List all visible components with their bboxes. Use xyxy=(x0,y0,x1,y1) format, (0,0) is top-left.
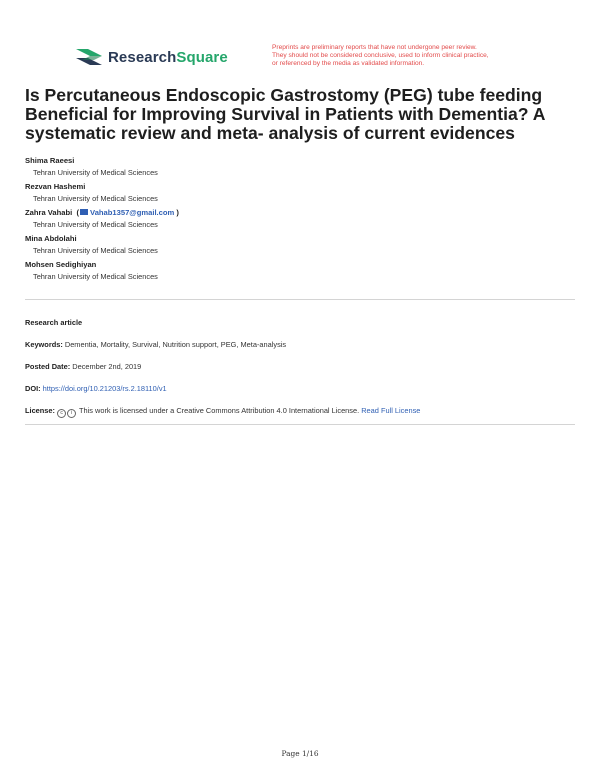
posted-date-label: Posted Date: xyxy=(25,362,71,371)
author-entry xyxy=(25,206,565,231)
logo-name-square: Square xyxy=(176,48,228,66)
creative-commons-icon: c xyxy=(57,409,66,418)
license-text: This work is licensed under a Creative Commons Attribution 4.0 International License. xyxy=(78,406,360,415)
posted-date-value: December 2nd, 2019 xyxy=(72,362,142,371)
posted-date-line xyxy=(25,362,141,371)
email-open-paren: ( xyxy=(74,208,80,217)
logo-wordmark xyxy=(108,49,228,66)
author-affiliation: Tehran University of Medical Sciences xyxy=(33,194,158,203)
author-name[interactable]: Mohsen Sedighiyan xyxy=(25,260,97,269)
paper-title: Is Percutaneous Endoscopic Gastrostomy (PEG) tube feeding Beneficial for Improving Survival in Patients with Dementia? A systematic review and meta- analysis of current evidences xyxy=(25,85,545,143)
research-square-logo-icon xyxy=(76,46,102,68)
author-affiliation: Tehran University of Medical Sciences xyxy=(33,220,158,229)
author-affiliation: Tehran University of Medical Sciences xyxy=(33,168,158,177)
author-name-with-email xyxy=(25,206,565,219)
doi-line xyxy=(25,384,167,393)
keywords-label: Keywords: xyxy=(25,340,63,349)
author-entry xyxy=(25,154,565,179)
keywords-value: Dementia, Mortality, Survival, Nutrition support, PEG, Meta-analysis xyxy=(64,340,287,349)
author-entry xyxy=(25,180,565,205)
mail-icon xyxy=(80,209,88,215)
author-affiliation: Tehran University of Medical Sciences xyxy=(33,272,158,281)
divider xyxy=(25,424,575,425)
license-label: License: xyxy=(25,406,55,415)
notice-line: They should not be considered conclusive, used to inform clinical practice, xyxy=(272,52,489,59)
author-entry xyxy=(25,232,565,257)
author-name[interactable]: Rezvan Hashemi xyxy=(25,182,86,191)
doi-label: DOI: xyxy=(25,384,41,393)
author-list xyxy=(25,154,565,284)
page-number: Page 1/16 xyxy=(281,749,319,758)
author-entry xyxy=(25,258,565,283)
notice-line: Preprints are preliminary reports that have not undergone peer review. xyxy=(272,44,477,51)
attribution-icon: i xyxy=(67,409,76,418)
keywords-line xyxy=(25,340,286,349)
notice-line: or referenced by the media as validated information. xyxy=(272,60,425,67)
author-name[interactable]: Mina Abdolahi xyxy=(25,234,77,243)
article-type: Research article xyxy=(25,318,83,327)
author-affiliation: Tehran University of Medical Sciences xyxy=(33,246,158,255)
preprint-notice xyxy=(272,44,542,68)
doi-link[interactable]: https://doi.org/10.21203/rs.2.18110/v1 xyxy=(42,384,167,393)
license-line xyxy=(25,406,420,418)
author-email-link[interactable]: Vahab1357@gmail.com xyxy=(90,208,175,217)
logo-name-research: Research xyxy=(108,48,177,66)
author-name[interactable]: Shima Raeesi xyxy=(25,156,75,165)
email-close-paren: ) xyxy=(174,208,179,217)
research-square-logo[interactable] xyxy=(76,46,228,68)
author-name[interactable]: Zahra Vahabi xyxy=(25,208,73,217)
divider xyxy=(25,299,575,300)
read-full-license-link[interactable]: Read Full License xyxy=(361,406,421,415)
